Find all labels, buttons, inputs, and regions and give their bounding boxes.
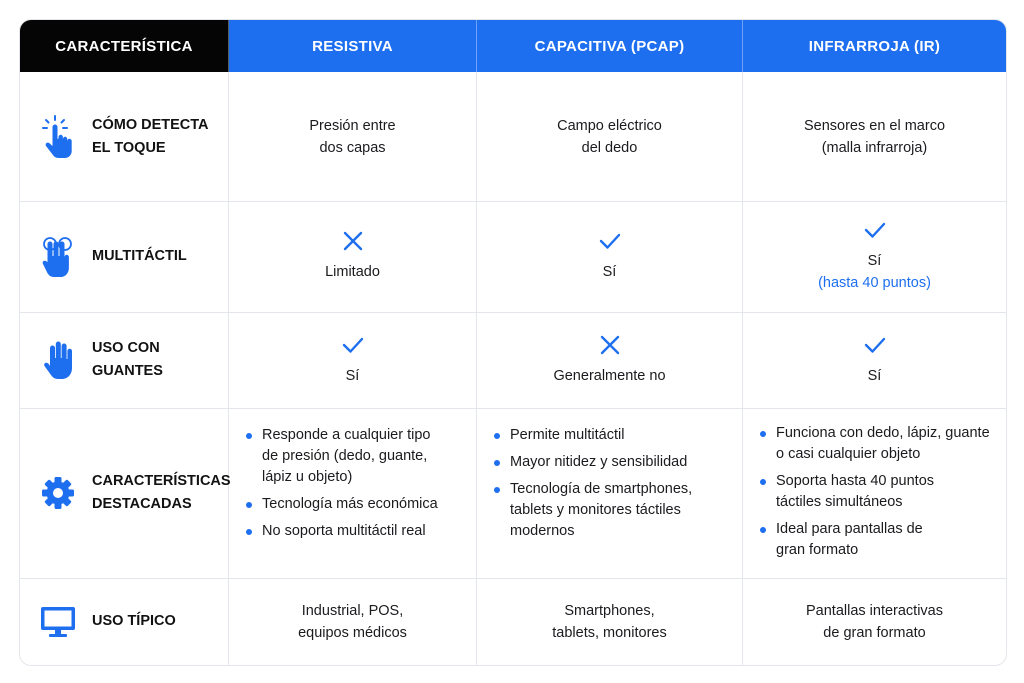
list-item: Tecnología de smartphones, tablets y monitores táctiles modernos [510, 479, 732, 542]
header-infrarroja: INFRARROJA (IR) [743, 20, 1006, 72]
cell-capacitiva [477, 72, 743, 201]
monitor-icon [40, 602, 76, 642]
row-label [20, 312, 229, 408]
cross-icon [342, 230, 364, 252]
cell-text: Sí [602, 264, 617, 280]
cell-text: Sensores en el marco (malla infrarroja) [803, 117, 946, 156]
cell-capacitiva [477, 201, 743, 312]
row-label-text: MULTITÁCTIL [92, 248, 187, 264]
touch-tap-icon [40, 117, 76, 157]
cell-resistiva [229, 72, 477, 201]
feature-list [477, 408, 742, 542]
table-row [20, 408, 1006, 579]
cell-text: Sí [345, 367, 360, 384]
header-capacitiva: CAPACITIVA (PCAP) [477, 20, 743, 72]
cell-text: Generalmente no [553, 367, 666, 384]
cell-capacitiva [477, 312, 743, 408]
comparison-table [19, 19, 1007, 666]
list-item: Ideal para pantallas de gran formato [776, 519, 996, 561]
cell-resistiva [229, 312, 477, 408]
cell-note: (hasta 40 puntos) [818, 275, 931, 291]
row-label [20, 408, 229, 578]
row-label [20, 72, 229, 201]
feature-list [743, 408, 1006, 561]
cell-infrarroja [743, 312, 1006, 408]
cell-text: Industrial, POS, equipos médicos [298, 602, 407, 641]
list-item: Permite multitáctil [510, 425, 732, 446]
cross-icon [599, 334, 621, 356]
glove-hand-icon [40, 340, 76, 380]
feature-list [229, 408, 476, 542]
cell-resistiva [229, 408, 477, 578]
row-label-text: USO CON GUANTES [92, 340, 163, 379]
header-resistiva: RESISTIVA [229, 20, 477, 72]
header-caracteristica: CARACTERÍSTICA [20, 20, 229, 72]
table-row [20, 201, 1006, 313]
table-header [20, 20, 1006, 72]
row-label [20, 578, 229, 665]
cell-infrarroja [743, 408, 1006, 578]
multitouch-icon [40, 237, 76, 277]
cell-capacitiva [477, 578, 743, 665]
check-icon [599, 230, 621, 252]
cell-infrarroja [743, 72, 1006, 201]
check-icon [864, 219, 886, 241]
cell-text: Presión entre dos capas [309, 117, 396, 156]
cell-resistiva [229, 201, 477, 312]
list-item: Soporta hasta 40 puntos táctiles simultáneos [776, 471, 996, 513]
list-item: Tecnología más económica [262, 494, 466, 515]
gear-icon [40, 473, 76, 513]
cell-infrarroja [743, 578, 1006, 665]
row-label [20, 201, 229, 312]
table-row [20, 312, 1006, 409]
cell-capacitiva [477, 408, 743, 578]
cell-text: Pantallas interactivas de gran formato [805, 602, 943, 641]
row-label-text: USO TÍPICO [92, 613, 176, 629]
cell-resistiva [229, 578, 477, 665]
check-icon [342, 334, 364, 356]
list-item: Responde a cualquier tipo de presión (dedo, guante, lápiz u objeto) [262, 425, 466, 488]
cell-infrarroja [743, 201, 1006, 312]
cell-text: Limitado [325, 264, 380, 280]
cell-text: Sí [867, 367, 882, 384]
row-label-text: CARACTERÍSTICAS DESTACADAS [92, 473, 231, 512]
list-item: No soporta multitáctil real [262, 521, 466, 542]
cell-text: Smartphones, tablets, monitores [552, 602, 667, 641]
check-icon [864, 334, 886, 356]
table-row [20, 578, 1006, 665]
table-row [20, 72, 1006, 202]
row-label-text: CÓMO DETECTA EL TOQUE [92, 116, 209, 156]
list-item: Mayor nitidez y sensibilidad [510, 452, 732, 473]
list-item: Funciona con dedo, lápiz, guante o casi cualquier objeto [776, 423, 996, 465]
cell-text: Sí [867, 253, 882, 269]
cell-text: Campo eléctrico del dedo [557, 117, 662, 156]
